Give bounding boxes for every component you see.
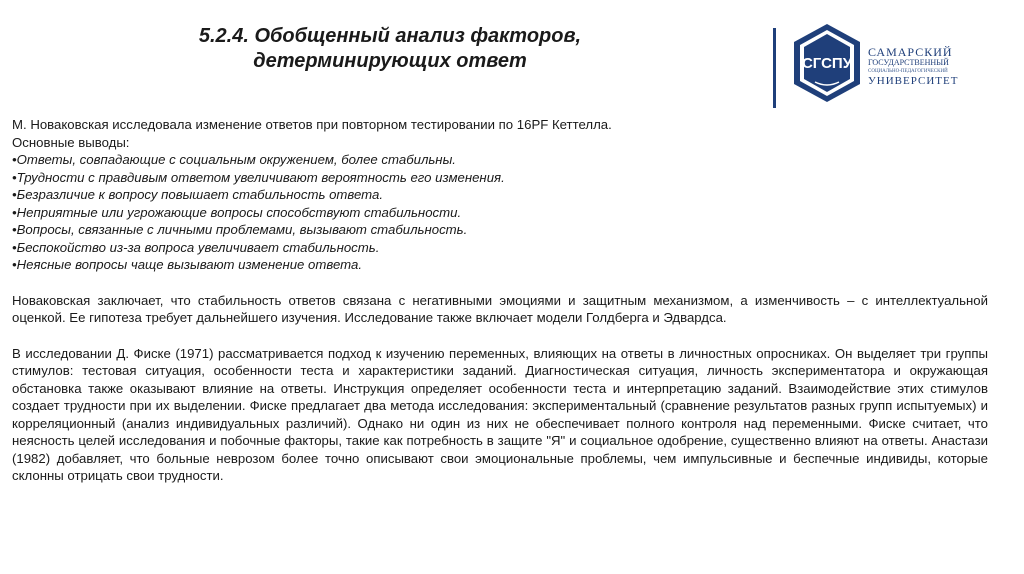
- emblem-text: СГСПУ: [801, 55, 853, 72]
- logo-line-4: УНИВЕРСИТЕТ: [868, 75, 959, 87]
- university-name: [868, 46, 968, 87]
- list-item: •Трудности с правдивым ответом увеличивают вероятность его изменения.: [12, 169, 505, 185]
- list-item: •Беспокойство из-за вопроса увеличивает стабильность.: [12, 239, 380, 255]
- list-item: •Безразличие к вопросу повышает стабильность ответа.: [12, 187, 383, 202]
- paragraph-fiske: В исследовании Д. Фиске (1971) рассматривается подход к изучению переменных, влияющих на ответы в личностных опросниках. Он выделяет три группы стимулов: тестовая ситуация, особенности теста и характеристики заданий. Диагностическая ситуация, личность экспериментатора и окружающая обстановка также оказывают влияние на ответы. Инструкция определяет особенности теста и интерпретацию заданий. Взаимодействие этих стимулов создает трудности при их выделении. Фиске предлагает два метода исследования: экспериментальный (сравнение результатов разных групп испытуемых) и корреляционный (анализ индивидуальных различий). Однако ни один из них не обеспечивает полного контроля над переменными. Фиске считает, что неясность целей исследования и побочные факторы, такие как потребность в защите "Я" и социальное одобрение, существенно влияют на ответы. Анастази (1982) добавляет, что больные неврозом более точно описывают свои эмоциональные проблемы, чем импульсивные и беспечные индивиды, которые склонны отрицать свои трудности.: [12, 345, 988, 483]
- list-item: •Неприятные или угрожающие вопросы способствуют стабильности.: [12, 204, 462, 220]
- conclusions-list: [12, 151, 988, 274]
- logo-line-1: САМАРСКИЙ: [868, 45, 953, 59]
- title-line-1: 5.2.4. Обобщенный анализ факторов,: [198, 25, 582, 47]
- intro-text: М. Новаковская исследовала изменение ответов при повторном тестировании по 16PF Кеттелла.: [12, 117, 612, 132]
- slide-body: [12, 116, 988, 485]
- list-item: •Вопросы, связанные с личными проблемами, вызывают стабильность.: [12, 222, 468, 237]
- list-item: •Ответы, совпадающие с социальным окружением, более стабильны.: [12, 152, 456, 167]
- university-emblem-icon: [790, 22, 864, 104]
- page-title: [120, 24, 660, 74]
- conclusions-label: Основные выводы:: [12, 134, 130, 150]
- paragraph-novakovskaya: Новаковская заключает, что стабильность ответов связана с негативными эмоциями и защитным механизмом, а изменчивость – с интеллектуальной оценкой. Ее гипотеза требует дальнейшего изучения. Исследование также включает модели Голдберга и Эдвардса.: [12, 292, 988, 325]
- logo-line-2: ГОСУДАРСТВЕННЫЙ: [868, 58, 949, 67]
- title-line-2: детерминирующих ответ: [253, 50, 527, 72]
- logo-line-3: СОЦИАЛЬНО-ПЕДАГОГИЧЕСКИЙ: [868, 69, 948, 74]
- header-divider: [773, 28, 776, 108]
- list-item: •Неясные вопросы чаще вызывают изменение ответа.: [12, 257, 362, 272]
